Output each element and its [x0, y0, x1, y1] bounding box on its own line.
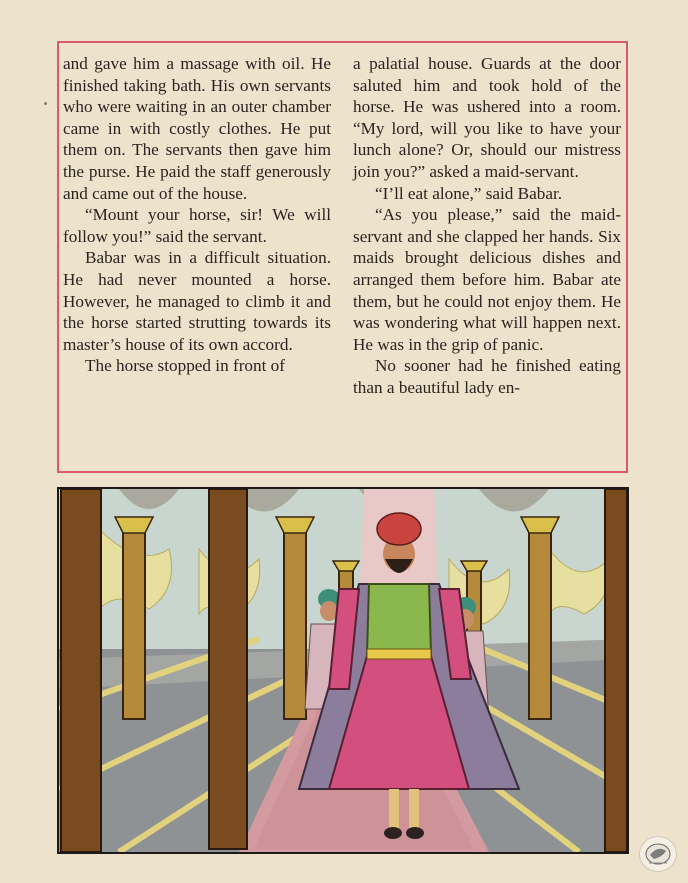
paragraph: No sooner had he finished eating than a beautiful lady en-	[353, 356, 621, 397]
story-illustration	[57, 487, 629, 854]
paragraph: a palatial house. Guards at the door saluted him and took hold of the horse. He was ushered into a room. “My lord, will you like to have your lunch alone? Or, should our mistress join you?” asked a maid-servant.	[353, 54, 621, 181]
text-column-right	[353, 53, 621, 399]
paragraph: “As you please,” said the maid-servant and she clapped her hands. Six maids brought delicious dishes and arranged them before him. Babar ate them, but he could not enjoy them. He was wondering what will happen next. He was in the grip of panic.	[353, 205, 621, 354]
paragraph: Babar was in a difficult situation. He had never mounted a horse. However, he managed to climb it and the horse started strutting towards its master’s house of its own accord.	[63, 248, 331, 354]
paragraph: The horse stopped in front of	[85, 356, 285, 376]
text-column-left	[63, 53, 331, 377]
margin-mark	[44, 102, 47, 105]
paragraph: “Mount your horse, sir! We will follow you!” said the servant.	[63, 205, 331, 246]
paragraph: “I’ll eat alone,” said Babar.	[375, 183, 563, 203]
paragraph: and gave him a massage with oil. He finished taking bath. His own servants who were waiting in an outer chamber came in with costly clothes. He put them on. The servants then gave him the purse. He paid the staff generously and came out of the house.	[63, 54, 331, 203]
story-text-frame	[57, 41, 628, 473]
publisher-logo	[639, 836, 677, 872]
